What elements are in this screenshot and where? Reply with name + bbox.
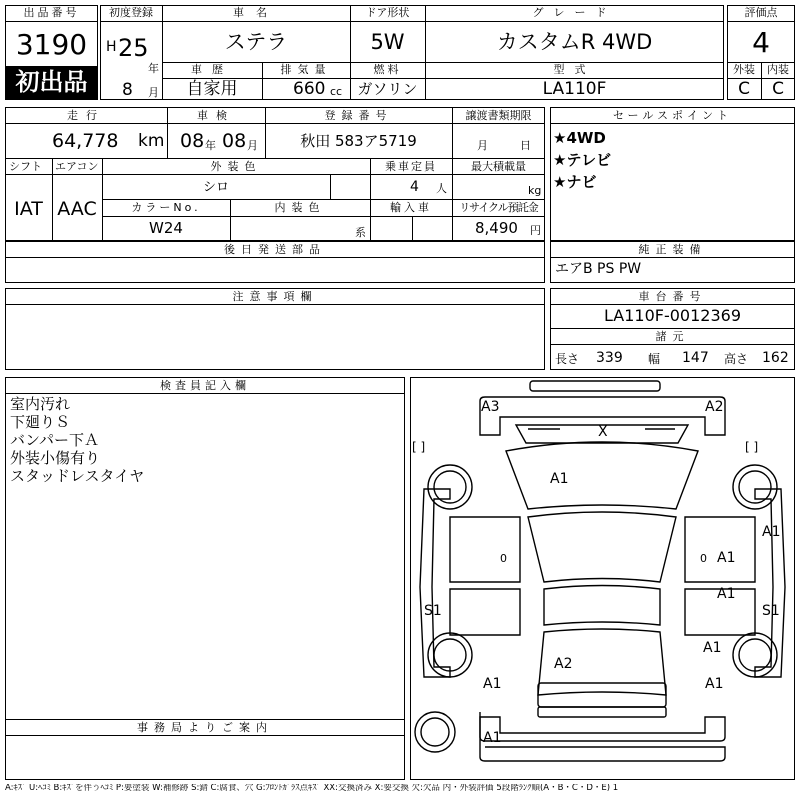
- model: LA110F: [542, 79, 607, 99]
- int-color-unit: 系: [355, 226, 366, 239]
- car-name-label: 車名: [233, 6, 279, 19]
- plate: 秋田 583ア5719: [300, 132, 417, 150]
- first-reg-label: 初度登録: [109, 6, 153, 19]
- mark-a1-spare: A1: [483, 730, 502, 746]
- shift-label: シフト: [9, 160, 42, 173]
- width-label: 幅: [648, 352, 661, 366]
- chassis-label: 車台番号: [638, 290, 707, 303]
- mark-s1-right: S1: [762, 603, 780, 619]
- reg-month-unit: 月: [148, 86, 159, 99]
- history-label: 車歴: [191, 63, 233, 76]
- first-listing-text: 初出品: [15, 68, 88, 96]
- lot-label: 出品番号: [23, 6, 80, 19]
- grade: カスタムR 4WD: [496, 30, 653, 54]
- sales-label: セールスポイント: [612, 109, 732, 122]
- mark-a1-right-door2: A1: [717, 586, 736, 602]
- ac: AAC: [57, 198, 97, 220]
- fuel-label: 燃料: [373, 63, 402, 76]
- reg-year-unit: 年: [148, 62, 159, 75]
- exterior-grade: C: [738, 79, 750, 99]
- mark-a3: A3: [481, 399, 500, 415]
- load-label: 最大積載量: [471, 160, 526, 173]
- transfer-label: 譲渡書類期限: [465, 109, 532, 122]
- mark-a2-front: A2: [705, 399, 724, 415]
- recycle-label: リサイクル預託金: [459, 201, 538, 214]
- transfer-day-unit: 日: [520, 139, 531, 152]
- bracket-right: [ ]: [745, 440, 759, 454]
- mark-a2-rear: A2: [554, 656, 573, 672]
- mileage-unit: km: [138, 131, 165, 151]
- mileage-label: 走行: [67, 109, 105, 122]
- shift: IAT: [14, 198, 43, 220]
- inspection-year: 08: [180, 130, 205, 152]
- mark-a1-right-edge: A1: [762, 524, 781, 540]
- color-no: W24: [149, 219, 183, 237]
- grade-label: グレード: [532, 6, 617, 19]
- inspector-line-3: バンパー下Ａ: [10, 431, 99, 449]
- load-unit: kg: [528, 184, 542, 197]
- later-parts-label: 後日発送部品: [224, 243, 326, 256]
- score: 4: [752, 26, 770, 59]
- mark-s1-left: S1: [424, 603, 442, 619]
- legend: A:ｷｽﾞ U:ﾍｺﾐ B:ｷｽﾞを伴うﾍｺﾐ P:要塗装 W:補修跡 S:錆 C:腐食、穴 G:ﾌﾛﾝﾄｶﾞﾗｽ点ｷｽﾞ XX:交換済み X:要交換 欠:欠品 内・外装評価 5段階ﾗﾝｸ順(A・B・C・D・E) 1: [5, 784, 619, 793]
- dims-label: 諸元: [655, 330, 690, 343]
- length-label: 長さ: [555, 352, 580, 366]
- mark-a1-right-door1: A1: [717, 550, 736, 566]
- height: 162: [762, 350, 789, 366]
- inspector-line-1: 室内汚れ: [10, 395, 71, 413]
- mark-x: X: [598, 424, 608, 440]
- caution-label: 注意事項欄: [232, 290, 318, 303]
- inspector-line-2: 下廻りＳ: [10, 413, 71, 431]
- capacity: 4: [410, 179, 419, 195]
- capacity-unit: 人: [436, 182, 447, 195]
- history: 自家用: [186, 79, 238, 99]
- mileage: 64,778: [52, 130, 119, 152]
- car-name: ステラ: [224, 30, 288, 54]
- inspector-line-5: スタッドレスタイヤ: [10, 467, 145, 485]
- mark-a1-right-rear: A1: [703, 640, 722, 656]
- lot-number: 3190: [15, 28, 88, 61]
- mark-a1-rear-right: A1: [705, 676, 724, 692]
- fuel: ガソリン: [357, 80, 418, 98]
- displacement-unit: cc: [330, 85, 343, 98]
- inspection-month: 08: [222, 130, 247, 152]
- interior-label: 内装: [767, 63, 789, 76]
- era: H: [106, 39, 117, 55]
- import-label: 輸入車: [390, 201, 432, 214]
- displacement-label: 排気量: [280, 63, 332, 76]
- displacement: 660: [293, 79, 326, 99]
- ac-label: エアコン: [55, 160, 99, 173]
- reg-year: 25: [118, 34, 149, 62]
- ext-color: シロ: [202, 180, 229, 195]
- recycle-unit: 円: [530, 224, 541, 237]
- zero-left: 0: [500, 552, 507, 565]
- sales-point-2: ★テレビ: [553, 151, 612, 169]
- inspection-month-unit: 月: [247, 139, 258, 152]
- interior-grade: C: [772, 79, 784, 99]
- sales-point-3: ★ナビ: [553, 173, 597, 191]
- inspection-year-unit: 年: [205, 139, 216, 152]
- door-label: ドア形状: [365, 6, 410, 19]
- exterior-label: 外装: [733, 63, 755, 76]
- width: 147: [682, 350, 709, 366]
- inspection-label: 車検: [197, 109, 235, 122]
- chassis-number: LA110F-0012369: [604, 306, 741, 325]
- int-color-label: 内装色: [274, 201, 326, 214]
- inspector-label: 検査員記入欄: [160, 379, 250, 392]
- zero-right: 0: [700, 552, 707, 565]
- mark-a1-hood: A1: [550, 471, 569, 487]
- bracket-left: [ ]: [412, 440, 426, 454]
- recycle: 8,490: [475, 219, 518, 237]
- plate-label: 登録番号: [324, 109, 393, 122]
- genuine-label: 純正装備: [638, 243, 707, 256]
- sales-point-1: ★4WD: [553, 129, 606, 147]
- genuine-equipment: エアB PS PW: [555, 261, 642, 277]
- capacity-label: 乗車定員: [385, 160, 437, 173]
- score-label: 評価点: [744, 6, 778, 19]
- mark-a1-rear-left: A1: [483, 676, 502, 692]
- ext-color-label: 外装色: [210, 160, 262, 173]
- inspector-line-4: 外装小傷有り: [10, 449, 101, 467]
- transfer-month-unit: 月: [477, 139, 488, 152]
- office-label: 事務局よりご案内: [137, 721, 273, 734]
- reg-month: 8: [122, 80, 133, 100]
- door-type: 5W: [370, 30, 405, 54]
- length: 339: [596, 350, 623, 366]
- color-no-label: カラーNo.: [131, 201, 201, 214]
- model-label: 型式: [553, 63, 596, 76]
- height-label: 高さ: [724, 352, 749, 366]
